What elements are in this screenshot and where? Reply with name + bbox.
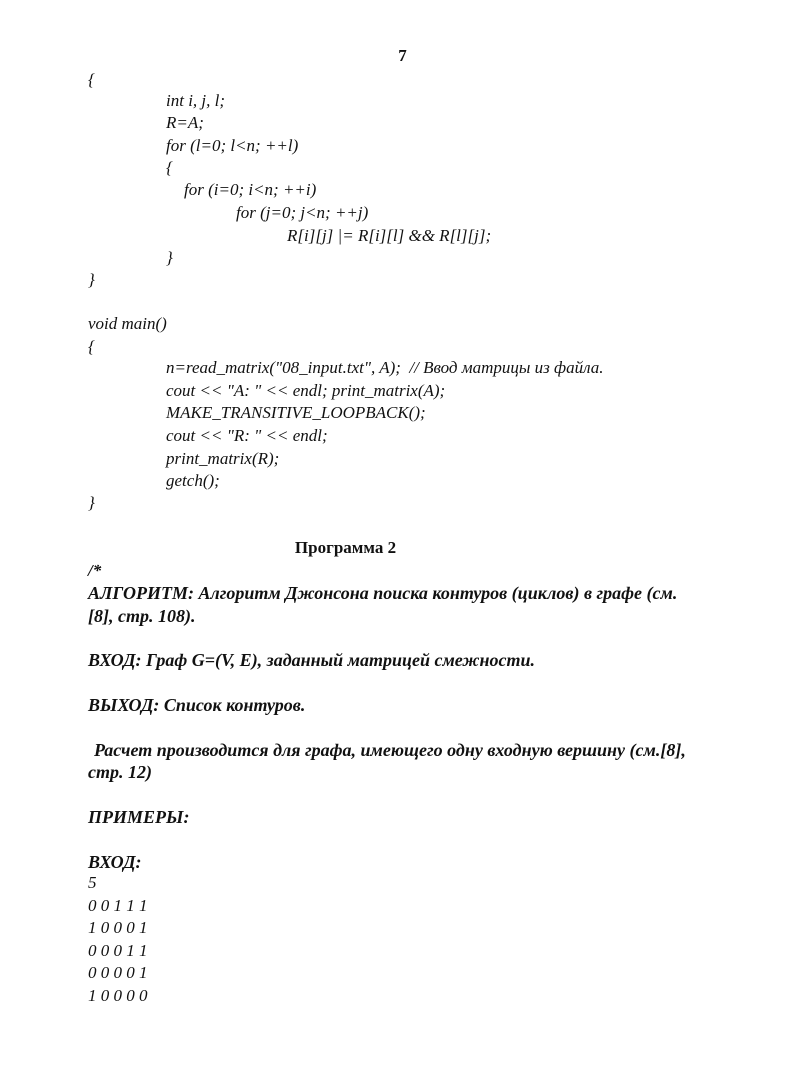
code-line: for (j=0; j<n; ++j) bbox=[236, 203, 369, 222]
code-line: cout << "A: " << endl; print_matrix(A); bbox=[166, 381, 446, 400]
input-description: ВХОД: Граф G=(V, E), заданный матрицей смежности. bbox=[88, 650, 535, 670]
code-line: { bbox=[166, 158, 173, 177]
code-line: R[i][j] |= R[i][l] && R[l][j]; bbox=[287, 226, 492, 245]
matrix-row: 0 0 1 1 1 bbox=[88, 896, 148, 915]
matrix-row: 0 0 0 1 1 bbox=[88, 941, 148, 960]
code-line: getch(); bbox=[166, 471, 220, 490]
matrix-row: 1 0 0 0 0 bbox=[88, 986, 148, 1005]
algorithm-text: АЛГОРИТМ: Алгоритм Джонсона поиска контуров (циклов) в графе (см. bbox=[88, 583, 678, 603]
code-line: for (i=0; i<n; ++i) bbox=[184, 180, 317, 199]
code-line: print_matrix(R); bbox=[166, 449, 280, 468]
comment-open: /* bbox=[88, 561, 102, 580]
matrix-row: 0 0 0 0 1 bbox=[88, 963, 148, 982]
examples-label: ПРИМЕРЫ: bbox=[88, 807, 190, 827]
input-label: ВХОД: bbox=[88, 852, 142, 872]
calculation-note: стр. 12) bbox=[88, 762, 152, 782]
code-line: int i, j, l; bbox=[166, 91, 226, 110]
code-line: } bbox=[166, 248, 173, 267]
code-brace-close: } bbox=[88, 493, 95, 512]
section-heading: Программа 2 bbox=[294, 538, 397, 557]
matrix-size: 5 bbox=[88, 873, 97, 892]
code-brace-close: } bbox=[88, 270, 95, 289]
page-number: 7 bbox=[398, 46, 407, 65]
code-line: R=A; bbox=[166, 113, 204, 132]
algorithm-text: [8], стр. 108). bbox=[88, 606, 196, 626]
code-line: cout << "R: " << endl; bbox=[166, 426, 328, 445]
code-line: for (l=0; l<n; ++l) bbox=[166, 136, 299, 155]
code-line: MAKE_TRANSITIVE_LOOPBACK(); bbox=[166, 403, 426, 422]
code-line: void main() bbox=[88, 314, 167, 333]
code-brace-open: { bbox=[88, 70, 95, 89]
calculation-note: Расчет производится для графа, имеющего одну входную вершину (см.[8], bbox=[94, 740, 686, 760]
code-brace-open: { bbox=[88, 337, 95, 356]
code-line: n=read_matrix("08_input.txt", A); // Ввод матрицы из файла. bbox=[166, 358, 604, 377]
output-description: ВЫХОД: Список контуров. bbox=[88, 695, 306, 715]
matrix-row: 1 0 0 0 1 bbox=[88, 918, 148, 937]
